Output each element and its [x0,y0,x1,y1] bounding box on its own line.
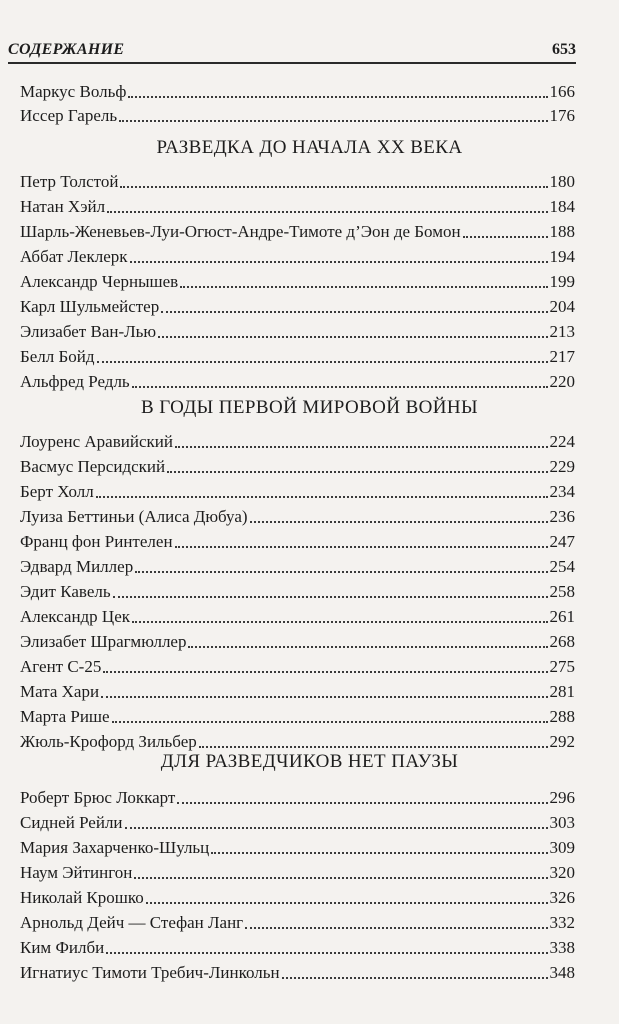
toc-entry-title: Марта Рише [20,707,110,726]
toc-entry-page: 229 [549,457,575,476]
dot-leader [211,852,547,854]
dot-leader [188,646,547,648]
toc-entry-page: 296 [549,788,575,807]
toc-entry-page: 224 [549,432,575,451]
dot-leader [101,696,547,698]
toc-entry-title: Александр Чернышев [20,272,179,291]
toc-entry-title: Николай Крошко [20,888,144,907]
toc-entry [20,809,575,833]
toc-entry-title: Роберт Брюс Локкарт [20,788,176,807]
toc-entry [20,268,575,292]
toc-entry [20,343,575,367]
toc-entry-title: Аббат Леклерк [20,247,128,266]
dot-leader [97,361,548,363]
toc-entry-title: Игнатиус Тимоти Требич-Линкольн [20,963,280,982]
toc-entry-page: 292 [549,732,575,751]
toc-entry-title: Натан Хэйл [20,197,106,216]
dot-leader [199,746,548,748]
toc-entry [20,834,575,858]
toc-entry-page: 288 [549,707,575,726]
dot-leader [128,96,547,98]
dot-leader [158,336,547,338]
dot-leader [106,952,547,954]
toc-entry-title: Арнольд Дейч — Стефан Ланг [20,913,244,932]
dot-leader [180,286,547,288]
toc-entry-page: 332 [549,913,575,932]
toc-entry-title: Лоуренс Аравийский [20,432,173,451]
dot-leader [250,521,548,523]
toc-entry-title: Эдит Кавель [20,582,111,601]
dot-leader [119,120,547,122]
toc-entry-page: 220 [549,372,575,391]
page-number: 653 [552,41,576,58]
dot-leader [132,621,547,623]
dot-leader [120,186,547,188]
toc-entry-page: 309 [549,838,575,857]
dot-leader [161,311,547,313]
toc-entry-page: 213 [549,322,575,341]
toc-entry-title: Жюль-Крофорд Зильбер [20,732,197,751]
toc-entry [20,528,575,552]
toc-entry-title: Альфред Редль [20,372,130,391]
toc-entry-page: 348 [549,963,575,982]
toc-entry-page: 236 [549,507,575,526]
toc-entry-title: Ким Филби [20,938,105,957]
toc-entry [20,428,575,452]
dot-leader [135,571,547,573]
dot-leader [125,827,548,829]
toc-entry-page: 176 [549,106,575,125]
toc-entry-page: 275 [549,657,575,676]
toc-entry-page: 320 [549,863,575,882]
toc-entry [20,703,575,727]
toc-entry-page: 180 [549,172,575,191]
dot-leader [103,671,547,673]
toc-entry [20,503,575,527]
toc-entry-page: 247 [549,532,575,551]
toc-entry [20,653,575,677]
toc-entry [20,628,575,652]
toc-entry [20,78,575,102]
toc-entry [20,318,575,342]
dot-leader [107,211,547,213]
dot-leader [134,877,547,879]
toc-entry-title: Элизабет Ван-Лью [20,322,157,341]
toc-entry [20,784,575,808]
dot-leader [96,496,548,498]
section-heading: РАЗВЕДКА ДО НАЧАЛА XX ВЕКА [156,137,463,158]
toc-entry-page: 234 [549,482,575,501]
toc-entry-title: Мата Хари [20,682,100,701]
toc-entry-page: 268 [549,632,575,651]
section-heading: ДЛЯ РАЗВЕДЧИКОВ НЕТ ПАУЗЫ [160,751,459,772]
toc-entry [20,678,575,702]
dot-leader [282,977,548,979]
toc-entry-page: 184 [549,197,575,216]
toc-entry-page: 326 [549,888,575,907]
dot-leader [175,546,548,548]
toc-entry [20,728,575,752]
toc-entry-title: Шарль-Женевьев-Луи-Огюст-Андре-Тимоте д’Эон де Бомон [20,222,461,241]
dot-leader [175,446,548,448]
section-heading: В ГОДЫ ПЕРВОЙ МИРОВОЙ ВОЙНЫ [141,397,478,418]
toc-entry [20,293,575,317]
toc-entry-page: 258 [549,582,575,601]
toc-entry-page: 199 [549,272,575,291]
toc-entry-page: 338 [549,938,575,957]
toc-entry [20,243,575,267]
toc-entry-page: 261 [549,607,575,626]
toc-entry-title: Карл Шульмейстер [20,297,160,316]
toc-entry-title: Луиза Беттиньи (Алиса Дюбуа) [20,507,248,526]
toc-entry-page: 217 [549,347,575,366]
toc-entry-title: Наум Эйтингон [20,863,133,882]
toc-entry-title: Франц фон Ринтелен [20,532,173,551]
dot-leader [177,802,547,804]
toc-entry-title: Иссер Гарель [20,106,118,125]
toc-entry-title: Белл Бойд [20,347,95,366]
toc-entry [20,859,575,883]
toc-entry-title: Агент С-25 [20,657,102,676]
toc-entry [20,368,575,392]
toc-entry-page: 254 [549,557,575,576]
toc-entry [20,959,575,983]
toc-entry [20,934,575,958]
toc-entry-title: Элизабет Шрагмюллер [20,632,187,651]
dot-leader [245,927,547,929]
toc-entry-title: Александр Цек [20,607,131,626]
dot-leader [130,261,548,263]
running-header [8,36,576,64]
toc-entry-title: Сидней Рейли [20,813,123,832]
toc-entry-title: Берт Холл [20,482,94,501]
running-header-title: СОДЕРЖАНИЕ [8,41,125,58]
toc-entry-title: Мария Захарченко-Шульц [20,838,210,857]
dot-leader [112,721,548,723]
toc-entry [20,909,575,933]
toc-entry [20,218,575,242]
toc-entry-title: Петр Толстой [20,172,119,191]
toc-entry-title: Васмус Персидский [20,457,166,476]
toc-entry [20,884,575,908]
toc-entry-page: 281 [549,682,575,701]
dot-leader [167,471,547,473]
dot-leader [463,236,548,238]
toc-entry-page: 303 [549,813,575,832]
toc-entry [20,478,575,502]
toc-entry [20,603,575,627]
toc-entry-title: Маркус Вольф [20,82,127,101]
toc-entry-page: 204 [549,297,575,316]
dot-leader [113,596,548,598]
toc-entry-page: 166 [549,82,575,101]
toc-entry [20,102,575,126]
dot-leader [132,386,548,388]
dot-leader [146,902,548,904]
toc-entry [20,193,575,217]
toc-entry-page: 188 [549,222,575,241]
toc-entry [20,168,575,192]
toc-entry [20,578,575,602]
toc-entry-page: 194 [549,247,575,266]
toc-entry [20,453,575,477]
toc-entry [20,553,575,577]
toc-entry-title: Эдвард Миллер [20,557,134,576]
